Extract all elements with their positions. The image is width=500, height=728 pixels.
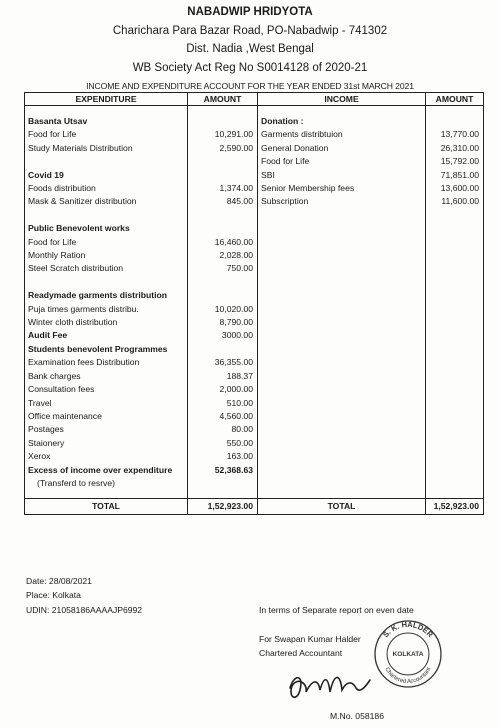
expenditure-amount <box>188 155 258 168</box>
expenditure-amount <box>188 222 258 235</box>
total-label: TOTAL <box>25 499 188 515</box>
expenditure-header: EXPENDITURE <box>25 93 188 106</box>
income-item <box>258 450 426 463</box>
expenditure-item <box>25 209 188 222</box>
table-row <box>25 142 484 155</box>
membership-number: M.No. 058186 <box>330 711 384 721</box>
expenditure-amount: 188.37 <box>188 370 258 383</box>
income-amount <box>426 209 484 222</box>
expenditure-item <box>25 276 188 289</box>
expenditure-amount: 52,368.63 <box>188 464 258 477</box>
income-amount <box>426 356 484 369</box>
income-item: Senior Membership fees <box>258 182 426 195</box>
table-row <box>25 370 484 383</box>
income-item <box>258 209 426 222</box>
expenditure-item: Steel Scratch distribution <box>25 262 188 275</box>
income-item <box>258 383 426 396</box>
income-amount <box>426 423 484 436</box>
spacer-row <box>25 490 484 499</box>
expenditure-amount: 845.00 <box>188 195 258 208</box>
registration-number: WB Society Act Reg No S0014128 of 2020-21 <box>132 62 368 74</box>
income-amount: 13,600.00 <box>426 182 484 195</box>
income-amount <box>426 410 484 423</box>
income-item <box>258 276 426 289</box>
expenditure-item: Monthly Ration <box>25 249 188 262</box>
table-row <box>25 450 484 463</box>
income-amount <box>426 222 484 235</box>
income-item <box>258 464 426 477</box>
auditor-title: Chartered Accountant <box>259 648 343 658</box>
expenditure-item: Audit Fee <box>25 329 188 342</box>
expenditure-amount: 8,790.00 <box>188 316 258 329</box>
expenditure-amount: 2,000.00 <box>188 383 258 396</box>
income-item <box>258 249 426 262</box>
expenditure-item: Readymade garments distribution <box>25 289 188 302</box>
income-amount <box>426 477 484 490</box>
expenditure-amount <box>188 276 258 289</box>
table-row <box>25 397 484 410</box>
expenditure-amount: 2,028.00 <box>188 249 258 262</box>
report-reference: In terms of Separate report on even date <box>259 605 414 615</box>
expenditure-item: Excess of income over expenditure <box>25 464 188 477</box>
table-row <box>25 249 484 262</box>
income-amount <box>426 276 484 289</box>
amount-header: AMOUNT <box>188 93 258 106</box>
expenditure-amount: 1,374.00 <box>188 182 258 195</box>
expenditure-item: Basanta Utsav <box>25 115 188 128</box>
table-row <box>25 276 484 289</box>
svg-text:S. K. HALDER: S. K. HALDER <box>381 619 435 640</box>
table-row <box>25 329 484 342</box>
income-amount <box>426 464 484 477</box>
expenditure-item: Office maintenance <box>25 410 188 423</box>
expenditure-amount <box>188 343 258 356</box>
total-row <box>25 499 484 515</box>
expenditure-amount <box>188 209 258 222</box>
expenditure-amount <box>188 169 258 182</box>
expenditure-item: Examination fees Distribution <box>25 356 188 369</box>
expenditure-amount: 750.00 <box>188 262 258 275</box>
income-amount <box>426 329 484 342</box>
income-item <box>258 262 426 275</box>
expenditure-amount: 510.00 <box>188 397 258 410</box>
amount-header: AMOUNT <box>426 93 484 106</box>
place: Place: Kolkata <box>26 590 81 600</box>
income-item <box>258 303 426 316</box>
expenditure-item: Puja times garments distribu. <box>25 303 188 316</box>
income-item: Garments distribtuion <box>258 128 426 141</box>
table-row <box>25 383 484 396</box>
svg-text:Chartered Accountant: Chartered Accountant <box>383 666 433 686</box>
expenditure-amount <box>188 477 258 490</box>
income-amount: 71,851.00 <box>426 169 484 182</box>
income-amount: 26,310.00 <box>426 142 484 155</box>
income-amount <box>426 397 484 410</box>
income-amount <box>426 303 484 316</box>
income-amount <box>426 343 484 356</box>
table-row <box>25 128 484 141</box>
income-item <box>258 316 426 329</box>
expenditure-amount: 163.00 <box>188 450 258 463</box>
statement-title: INCOME AND EXPENDITURE ACCOUNT FOR THE YEAR ENDED 31st MARCH 2021 <box>86 81 414 91</box>
income-header: INCOME <box>258 93 426 106</box>
udin: UDIN: 21058186AAAAJP6992 <box>26 605 143 615</box>
expenditure-item: Travel <box>25 397 188 410</box>
table-row <box>25 437 484 450</box>
expenditure-item: Food for Life <box>25 128 188 141</box>
expenditure-item: Foods distribution <box>25 182 188 195</box>
table-row <box>25 423 484 436</box>
income-amount <box>426 316 484 329</box>
income-item <box>258 289 426 302</box>
table-row <box>25 115 484 128</box>
income-amount <box>426 450 484 463</box>
svg-text:KOLKATA: KOLKATA <box>392 651 424 658</box>
income-item <box>258 236 426 249</box>
expenditure-item: Staionery <box>25 437 188 450</box>
expenditure-item: Public Benevolent works <box>25 222 188 235</box>
expenditure-amount: 36,355.00 <box>188 356 258 369</box>
income-item <box>258 410 426 423</box>
income-item <box>258 397 426 410</box>
signature <box>284 668 374 704</box>
table-row <box>25 343 484 356</box>
income-item <box>258 477 426 490</box>
table-header-row <box>25 93 484 106</box>
expenditure-item: (Transferd to resrve) <box>25 477 188 490</box>
income-item: Food for Life <box>258 155 426 168</box>
table-row <box>25 289 484 302</box>
spacer-row <box>25 106 484 116</box>
expenditure-item: Consultation fees <box>25 383 188 396</box>
expenditure-amount: 80.00 <box>188 423 258 436</box>
income-amount <box>426 262 484 275</box>
expenditure-item: Bank charges <box>25 370 188 383</box>
table-row <box>25 182 484 195</box>
expenditure-item: Xerox <box>25 450 188 463</box>
expenditure-item: Winter cloth distribution <box>25 316 188 329</box>
table-row <box>25 209 484 222</box>
expenditure-item <box>25 155 188 168</box>
income-amount: 13,770.00 <box>426 128 484 141</box>
income-item: SBI <box>258 169 426 182</box>
income-item: General Donation <box>258 142 426 155</box>
auditor-name: For Swapan Kumar Halder <box>259 634 361 644</box>
income-item <box>258 423 426 436</box>
expenditure-item: Postages <box>25 423 188 436</box>
income-amount <box>426 370 484 383</box>
table-row <box>25 477 484 490</box>
total-amount: 1,52,923.00 <box>426 499 484 515</box>
table-row <box>25 410 484 423</box>
table-row <box>25 356 484 369</box>
expenditure-item: Food for Life <box>25 236 188 249</box>
expenditure-amount <box>188 115 258 128</box>
expenditure-amount: 550.00 <box>188 437 258 450</box>
expenditure-item: Study Materials Distribution <box>25 142 188 155</box>
table-row <box>25 222 484 235</box>
table-row <box>25 195 484 208</box>
expenditure-amount <box>188 289 258 302</box>
expenditure-amount: 3000.00 <box>188 329 258 342</box>
expenditure-amount: 2,590.00 <box>188 142 258 155</box>
income-item <box>258 370 426 383</box>
income-item <box>258 356 426 369</box>
total-amount: 1,52,923.00 <box>188 499 258 515</box>
income-amount: 11,600.00 <box>426 195 484 208</box>
district: Dist. Nadia ,West Bengal <box>186 43 314 55</box>
address: Charichara Para Bazar Road, PO-Nabadwip - 741302 <box>112 25 388 37</box>
table-row <box>25 169 484 182</box>
income-expenditure-table <box>24 92 484 515</box>
expenditure-item: Covid 19 <box>25 169 188 182</box>
expenditure-amount: 10,020.00 <box>188 303 258 316</box>
expenditure-item: Mask & Sanitizer distribution <box>25 195 188 208</box>
income-item: Subscription <box>258 195 426 208</box>
organization-name: NABADWIP HRIDYOTA <box>187 6 313 18</box>
income-item <box>258 222 426 235</box>
table-row <box>25 464 484 477</box>
income-amount <box>426 249 484 262</box>
income-amount <box>426 236 484 249</box>
income-item <box>258 437 426 450</box>
income-item <box>258 343 426 356</box>
income-amount <box>426 289 484 302</box>
income-amount: 15,792.00 <box>426 155 484 168</box>
table-row <box>25 316 484 329</box>
table-row <box>25 303 484 316</box>
income-amount <box>426 437 484 450</box>
table-row <box>25 236 484 249</box>
income-item <box>258 329 426 342</box>
income-amount <box>426 383 484 396</box>
income-item: Donation : <box>258 115 426 128</box>
table-row <box>25 155 484 168</box>
expenditure-item: Students benevolent Programmes <box>25 343 188 356</box>
income-amount <box>426 115 484 128</box>
total-label: TOTAL <box>258 499 426 515</box>
table-row <box>25 262 484 275</box>
expenditure-amount: 10,291.00 <box>188 128 258 141</box>
auditor-seal <box>372 618 444 690</box>
expenditure-amount: 16,460.00 <box>188 236 258 249</box>
expenditure-amount: 4,560.00 <box>188 410 258 423</box>
date: Date: 28/08/2021 <box>26 576 92 586</box>
